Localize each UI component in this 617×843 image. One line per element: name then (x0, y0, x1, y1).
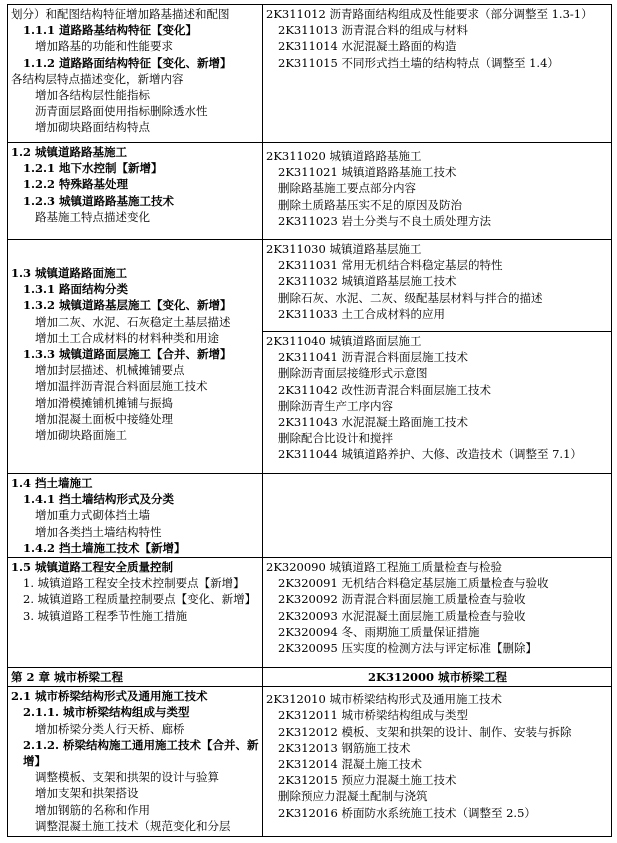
text-line: 沥青面层路面使用指标删除透水性 (35, 104, 208, 119)
text-line: 删除路基施工要点部分内容 (278, 181, 416, 196)
text-line: 1.2.2 特殊路基处理 (23, 177, 129, 192)
text-line: 增加砌块路面结构特点 (35, 120, 150, 135)
chapter-code: 2K312000 城市桥梁工程 (367, 670, 507, 685)
text-line: 2K311033 土工合成材料的应用 (278, 306, 445, 321)
text-line: 增加温拌沥青混合料面层施工技术 (35, 379, 208, 394)
text-line: 3. 城镇道路工程季节性施工措施 (23, 608, 188, 623)
text-line: 1.1.2 道路路面结构特征【变化、新增】 (23, 55, 232, 70)
text-line: 2K320092 沥青混合料面层施工质量检查与验收 (278, 592, 526, 607)
text-line: 2K311015 不同形式挡土墙的结构特点（调整至 1.4） (278, 55, 559, 70)
text-line: 划分）和配图结构特征增加路基描述和配图 (11, 7, 230, 21)
text-line: 2K320090 城镇道路工程施工质量检查与检验 (266, 560, 502, 575)
left-cell (8, 240, 263, 474)
text-line: 1.4 挡土墙施工 (11, 476, 93, 490)
left-cell (8, 558, 263, 668)
text-line: 增加滑模摊铺机摊铺与振捣 (35, 395, 173, 410)
left-cell (8, 5, 263, 143)
text-line: 1.3.3 城镇道路面层施工【合并、新增】 (23, 347, 232, 362)
text-line: 1.5 城镇道路工程安全质量控制 (11, 560, 174, 575)
table-row (8, 240, 612, 332)
text-line: 2K311040 城镇道路面层施工 (266, 334, 422, 348)
text-line: 增加砌块路面施工 (35, 428, 127, 443)
text-line: 删除配合比设计和搅拌 (278, 431, 393, 446)
text-line: 2K312014 混凝土施工技术 (278, 757, 422, 772)
chapter-title-right (263, 668, 612, 687)
right-cell (263, 5, 612, 143)
text-line: 增加路基的功能和性能要求 (35, 39, 173, 54)
text-line: 增加二灰、水泥、石灰稳定土基层描述 (35, 314, 231, 329)
text-line: 2K311044 城镇道路养护、大修、改造技术（调整至 7.1） (278, 447, 582, 462)
text-line: 删除土质路基压实不足的原因及防治 (278, 197, 462, 212)
right-cell (263, 687, 612, 837)
text-line: 2K311030 城镇道路基层施工 (266, 242, 422, 256)
table-row (8, 558, 612, 668)
table-row (8, 5, 612, 143)
text-line: 2K312016 桥面防水系统施工技术（调整至 2.5） (278, 805, 536, 820)
text-line: 2K312015 预应力混凝土施工技术 (278, 773, 457, 788)
text-line: 增加支架和拱架搭设 (35, 786, 139, 801)
text-line: 2K311043 水泥混凝土路面施工技术 (278, 415, 468, 430)
text-line: 删除沥青面层接缝形式示意图 (278, 366, 428, 381)
text-line: 2K312011 城市桥梁结构组成与类型 (278, 708, 468, 723)
text-line: 增加混凝土面板中接缝处理 (35, 411, 173, 426)
text-line: 2K311014 水泥混凝土路面的构造 (278, 39, 457, 54)
text-line: 调整模板、支架和拱架的设计与验算 (35, 770, 219, 785)
text-line: 1. 城镇道路工程安全技术控制要点【新增】 (23, 576, 245, 591)
text-line: 删除石灰、水泥、二灰、级配基层材料与拌合的描述 (278, 290, 543, 305)
text-line: 1.2.1 地下水控制【新增】 (23, 161, 163, 176)
document-page (7, 4, 611, 837)
right-cell (263, 332, 612, 474)
chapter-title-left (8, 668, 263, 687)
chapter-title: 第 2 章 城市桥梁工程 (11, 670, 124, 685)
text-line: 2K311032 城镇道路基层施工技术 (278, 274, 457, 289)
text-line: 1.3.1 路面结构分类 (23, 282, 129, 297)
text-line: 2K320093 水泥混凝土面层施工质量检查与验收 (278, 608, 526, 623)
text-line: 2K312010 城市桥梁结构形式及通用施工技术 (266, 692, 502, 707)
text-line: 2K311042 改性沥青混合料面层施工技术 (278, 382, 491, 397)
text-line: 增加各类挡土墙结构特性 (35, 524, 162, 539)
text-line: 1.2 城镇道路路基施工 (11, 145, 128, 159)
text-line: 增加钢筋的名称和作用 (35, 802, 150, 817)
table-body (8, 5, 612, 837)
text-line: 增加封层描述、机械摊铺要点 (35, 363, 185, 378)
right-cell (263, 558, 612, 668)
text-line: 2K311013 沥青混合料的组成与材料 (278, 23, 468, 38)
text-line: 2.1.1. 城市桥梁结构组成与类型 (23, 705, 190, 720)
text-line: 增加土工合成材料的材料种类和用途 (35, 330, 219, 345)
text-line: 2K312013 钢筋施工技术 (278, 740, 411, 755)
text-line: 1.2.3 城镇道路路基施工技术 (23, 193, 175, 208)
text-line: 1.4.2 挡土墙施工技术【新增】 (23, 540, 186, 555)
left-cell (8, 687, 263, 837)
table-row (8, 687, 612, 837)
text-line: 2. 城镇道路工程质量控制要点【变化、新增】 (23, 592, 257, 607)
left-cell (8, 143, 263, 240)
text-line: 增加各结构层性能指标 (35, 88, 150, 103)
right-cell (263, 143, 612, 240)
text-line: 路基施工特点描述变化 (35, 209, 150, 224)
text-line: 2.1.2. 桥梁结构施工通用施工技术【合并、新增】 (23, 737, 259, 769)
table-row (8, 474, 612, 558)
text-line: 2K320091 无机结合料稳定基层施工质量检查与验收 (278, 576, 549, 591)
text-line: 删除沥青生产工序内容 (278, 398, 393, 413)
text-line: 2K311012 沥青路面结构组成及性能要求（部分调整至 1.3-1） (266, 7, 593, 21)
text-line: 删除预应力混凝土配制与浇筑 (278, 789, 428, 804)
text-line: 2K311031 常用无机结合料稳定基层的特性 (278, 258, 503, 273)
text-line: 各结构层特点描述变化，新增内容 (11, 71, 184, 86)
text-line: 2K312012 模板、支架和拱架的设计、制作、安装与拆除 (278, 724, 572, 739)
chapter-row (8, 668, 612, 687)
text-line: 2K311023 岩土分类与不良土质处理方法 (278, 213, 491, 228)
text-line: 增加桥梁分类人行天桥、廊桥 (35, 721, 185, 736)
text-line: 1.3.2 城镇道路基层施工【变化、新增】 (23, 298, 232, 313)
text-line: 1.4.1 挡土墙结构形式及分类 (23, 492, 175, 507)
comparison-table (7, 4, 612, 837)
text-line: 2.1 城市桥梁结构形式及通用施工技术 (11, 689, 208, 704)
left-cell (8, 474, 263, 558)
right-cell (263, 240, 612, 332)
table-row (8, 143, 612, 240)
text-line: 增加重力式砌体挡土墙 (35, 508, 150, 523)
text-line: 调整混凝土施工技术（规范变化和分层 (35, 818, 231, 833)
text-line: 2K311041 沥青混合料面层施工技术 (278, 350, 468, 365)
text-line: 2K320094 冬、雨期施工质量保证措施 (278, 624, 480, 639)
text-line: 1.3 城镇道路路面施工 (11, 266, 128, 280)
text-line: 2K311021 城镇道路路基施工技术 (278, 165, 457, 180)
text-line: 1.1.1 道路路基结构特征【变化】 (23, 23, 198, 38)
text-line: 2K311020 城镇道路路基施工 (266, 149, 422, 163)
text-line: 2K320095 压实度的检测方法与评定标准【删除】 (278, 641, 537, 656)
right-cell (263, 474, 612, 558)
